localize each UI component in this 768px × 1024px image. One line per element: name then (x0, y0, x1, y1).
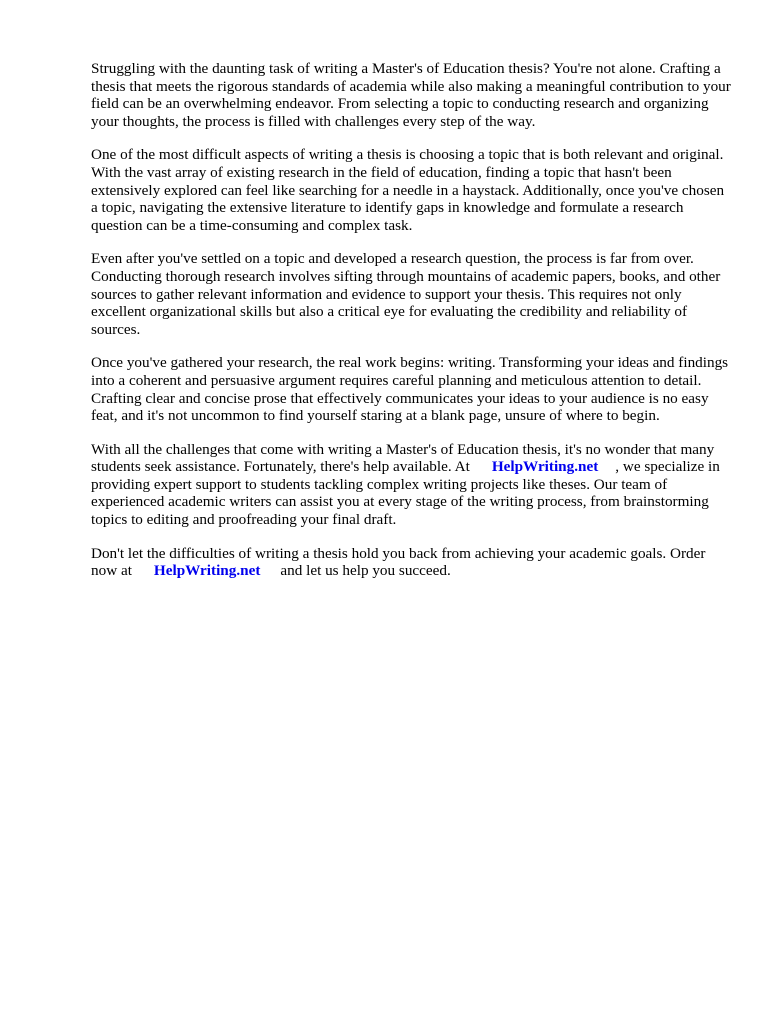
paragraph-3: Even after you've settled on a topic and developed a research question, the process is far from over. Conducting thorough research involves sifting through mountains of academic papers, books, and other sources to gather relevant information and evidence to support your thesis. This requires not only excellent organizational skills but also a critical eye for evaluating the credibility and reliability of sources. (91, 250, 721, 338)
paragraph-5 (91, 441, 731, 529)
helpwriting-link-1[interactable]: HelpWriting.net (491, 458, 599, 476)
paragraph-4: Once you've gathered your research, the real work begins: writing. Transforming your ideas and findings into a coherent and persuasive argument requires careful planning and meticulous attention to detail. Crafting clear and concise prose that effectively communicates your ideas to your audience is no easy feat, and it's not uncommon to find yourself staring at a blank page, unsure of where to begin. (91, 354, 729, 425)
helpwriting-link-2[interactable]: HelpWriting.net (153, 562, 261, 580)
paragraph-2: One of the most difficult aspects of writing a thesis is choosing a topic that is both relevant and original. With the vast array of existing research in the field of education, finding a topic that hasn't been extensively explored can feel like searching for a needle in a haystack. Additionally, once you've chosen a topic, navigating the extensive literature to identify gaps in knowledge and formulate a research question can be a time-consuming and complex task. (91, 146, 725, 234)
paragraph-6-text-before-link: Don't let the difficulties of writing a thesis hold you back from achieving your academic goals. Order now at (91, 544, 706, 580)
document-body (91, 60, 731, 596)
paragraph-6 (91, 545, 731, 580)
paragraph-6-text-after-link: and let us help you succeed. (280, 562, 451, 580)
paragraph-5-text-after-link: , we specialize in providing expert support to students tackling complex writing projects like theses. Our team of experienced academic writers can assist you at every stage of the writing process, from brainstorming topics to editing and proofreading your final draft. (91, 458, 720, 529)
paragraph-5-text-before-link: With all the challenges that come with writing a Master's of Education thesis, it's no wonder that many students seek assistance. Fortunately, there's help available. At (91, 440, 715, 476)
paragraph-1: Struggling with the daunting task of writing a Master's of Education thesis? You're not alone. Crafting a thesis that meets the rigorous standards of academia while also making a meaningful contribution to your field can be an overwhelming endeavor. From selecting a topic to conducting research and organizing your thoughts, the process is filled with challenges every step of the way. (91, 60, 731, 130)
